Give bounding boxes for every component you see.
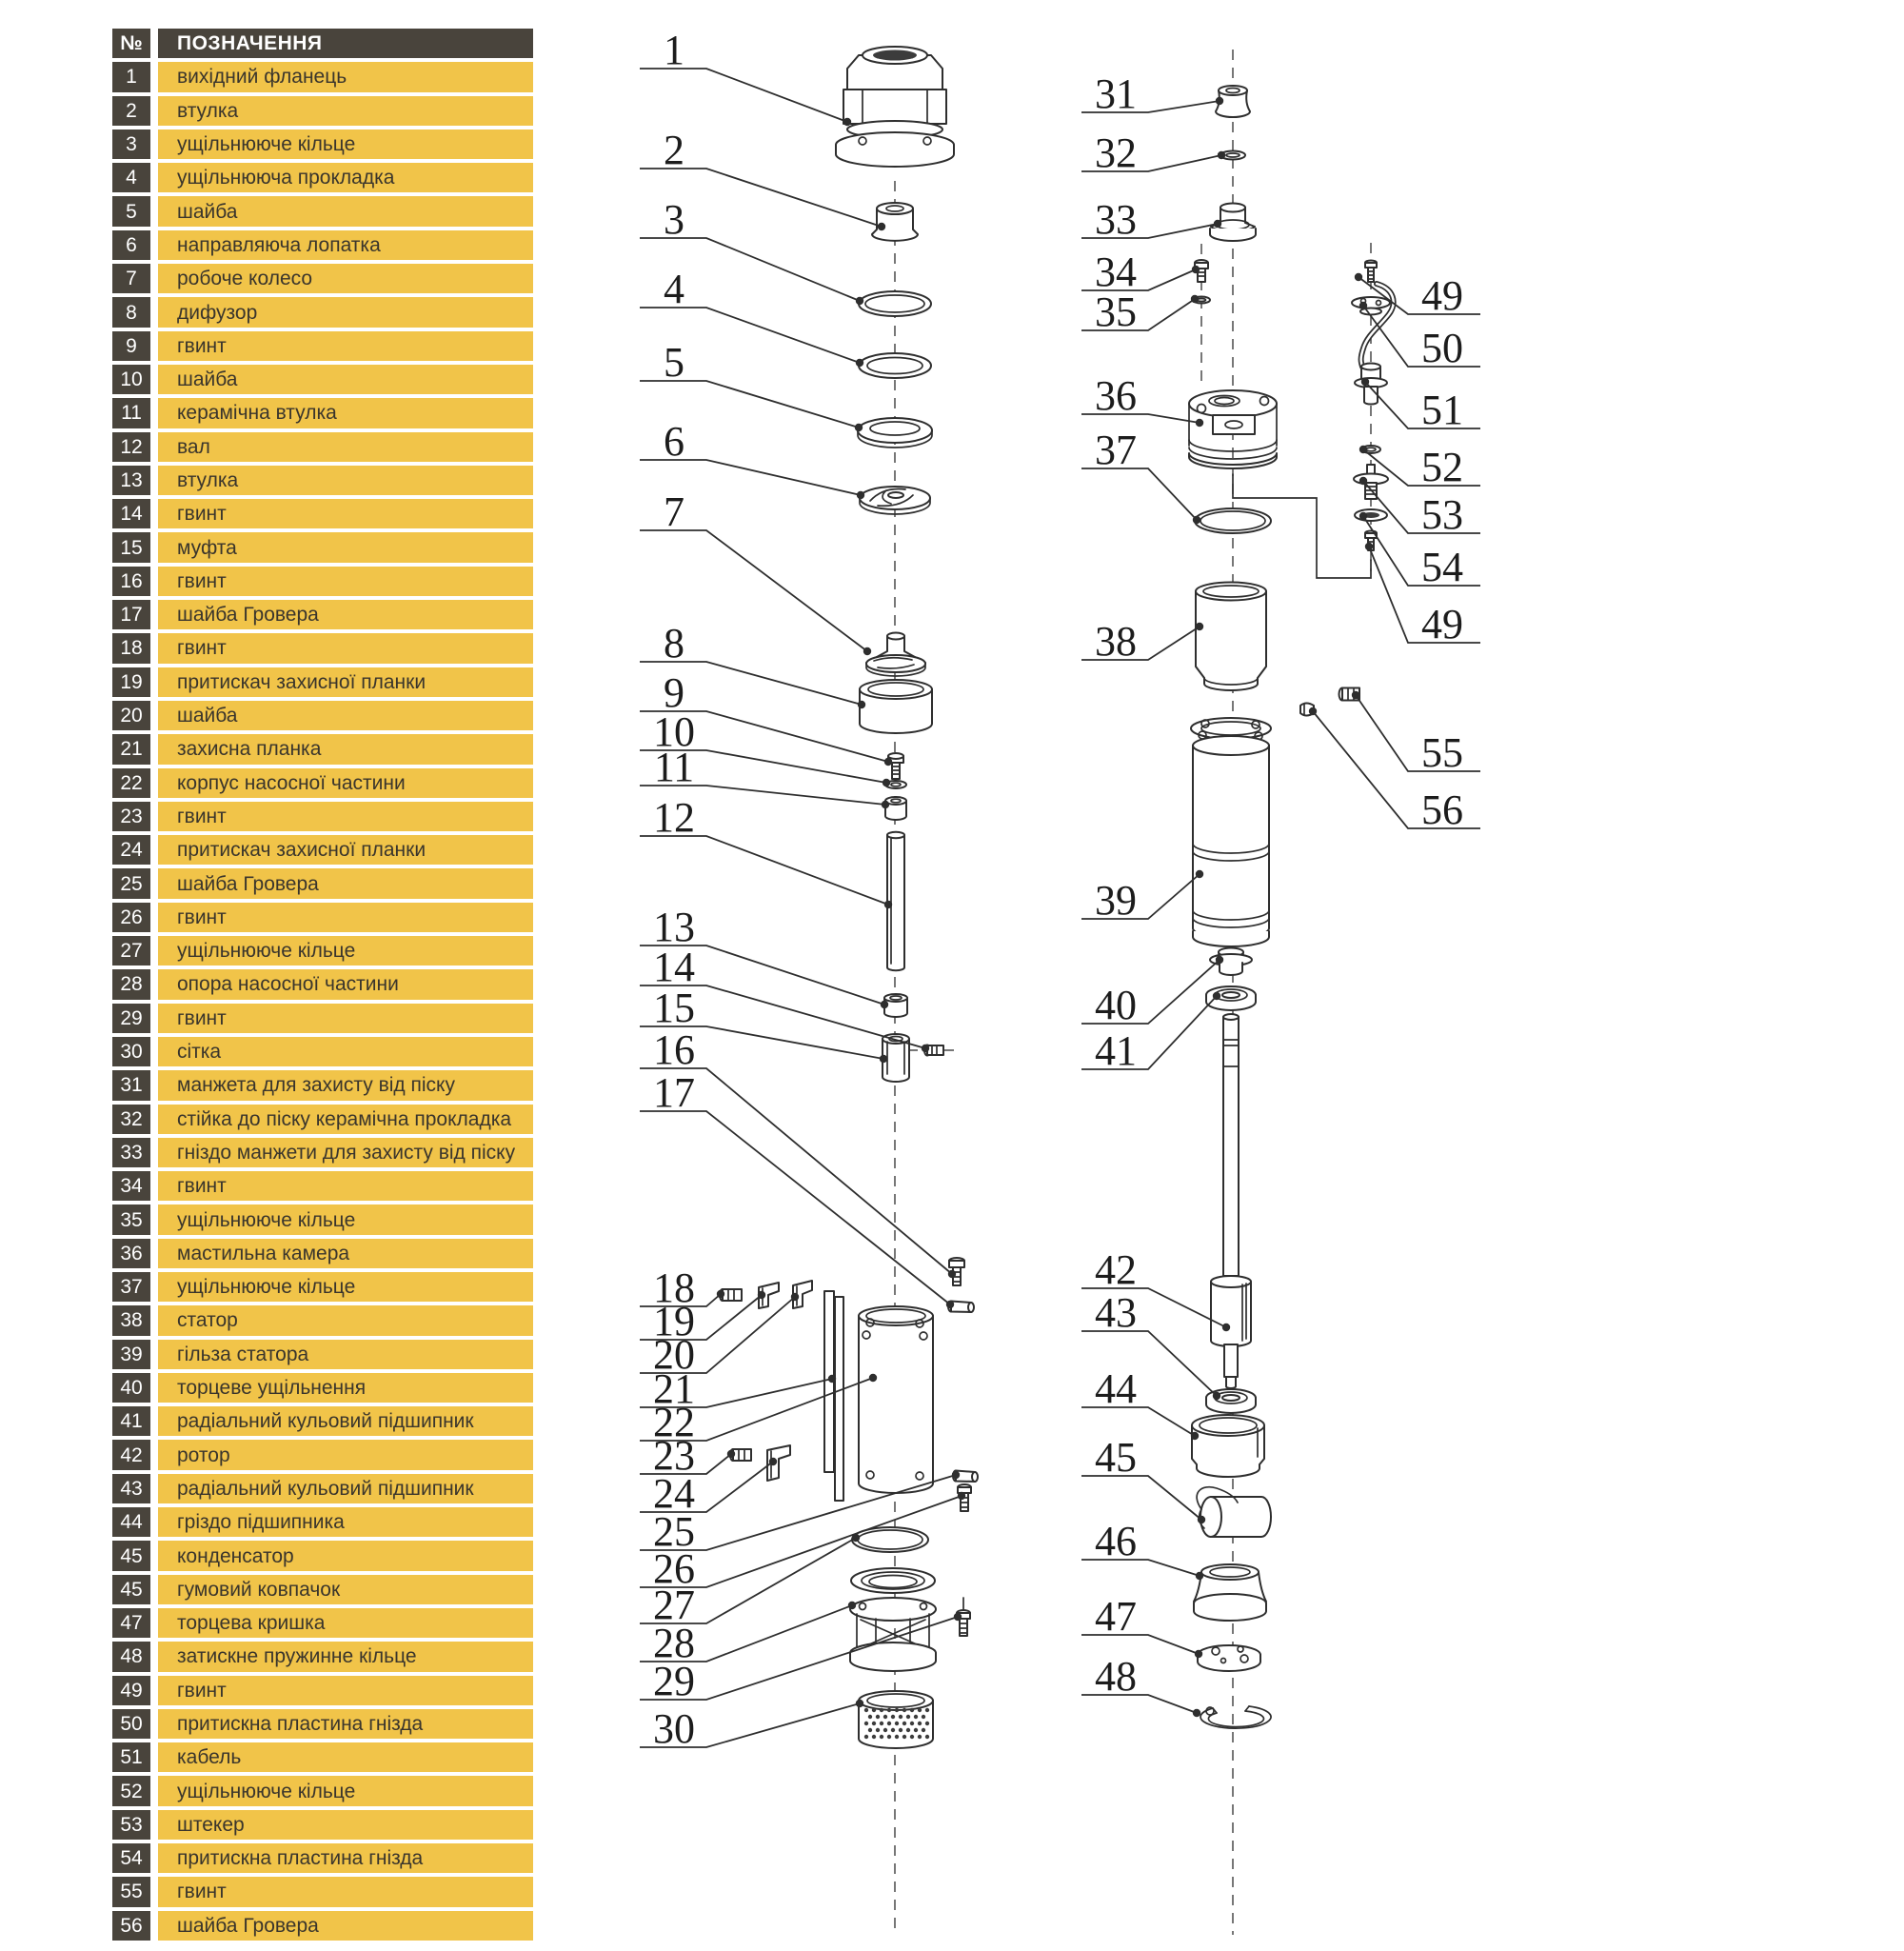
row-name: направляюча лопатка (158, 230, 533, 260)
row-name: шайба Гровера (158, 1911, 533, 1941)
callout-number: 56 (1421, 786, 1463, 833)
row-name: керамічна втулка (158, 398, 533, 428)
row-number: 50 (112, 1709, 150, 1739)
callout-dot (1359, 446, 1367, 453)
callout-number: 33 (1095, 196, 1137, 243)
callout-leader (1081, 468, 1197, 520)
row-number: 27 (112, 936, 150, 966)
callout-number: 13 (653, 904, 695, 950)
part-plug-53 (1354, 465, 1388, 499)
row-number: 43 (112, 1474, 150, 1503)
callout-number: 26 (653, 1545, 695, 1592)
row-number: 32 (112, 1105, 150, 1134)
row-number: 26 (112, 903, 150, 932)
callout-dot (717, 1290, 724, 1298)
callout-number: 45 (1095, 1434, 1137, 1481)
callout-number: 53 (1421, 491, 1463, 538)
row-number: 38 (112, 1305, 150, 1335)
part-guide-vane-6 (860, 487, 930, 514)
row-number: 29 (112, 1004, 150, 1033)
callout-number: 47 (1095, 1593, 1137, 1640)
row-number: 4 (112, 163, 150, 192)
callout-number: 17 (653, 1069, 695, 1116)
callout-dot (857, 491, 864, 499)
callout-dot (1191, 295, 1199, 303)
callout-dot (1222, 1324, 1230, 1331)
row-name: гвинт (158, 633, 533, 663)
callout-number: 38 (1095, 618, 1137, 665)
callout-number: 21 (653, 1365, 695, 1412)
row-name: ущільнююче кільце (158, 129, 533, 159)
row-number: 17 (112, 600, 150, 629)
callout-dot (882, 801, 889, 808)
callout-dot (1192, 266, 1200, 273)
callout-number: 52 (1421, 444, 1463, 490)
row-name: притискна пластина гнізда (158, 1843, 533, 1873)
callout-dot (1193, 516, 1200, 524)
row-number: 24 (112, 835, 150, 865)
row-number: 23 (112, 802, 150, 831)
row-name: притискач захисної планки (158, 667, 533, 697)
row-number: 40 (112, 1373, 150, 1403)
row-name: радіальний кульовий підшипник (158, 1406, 533, 1436)
callout-number: 55 (1421, 729, 1463, 776)
row-number: 10 (112, 365, 150, 394)
row-number: 2 (112, 96, 150, 126)
row-number: 47 (112, 1608, 150, 1638)
callout-number: 19 (653, 1298, 695, 1344)
part-gasket-4 (859, 353, 931, 378)
callout-number: 42 (1095, 1246, 1137, 1293)
row-number: 44 (112, 1507, 150, 1537)
part-screw-9 (888, 753, 903, 779)
callout-number: 20 (653, 1331, 695, 1378)
part-retaining-ring-48 (1200, 1706, 1271, 1728)
part-stator-38 (1196, 583, 1266, 691)
row-name: радіальний кульовий підшипник (158, 1474, 533, 1503)
row-name: притискна пластина гнізда (158, 1709, 533, 1739)
row-name: шайба (158, 365, 533, 394)
callout-dot (758, 1291, 765, 1299)
callout-dot (1196, 419, 1203, 427)
callout-number: 32 (1095, 129, 1137, 176)
callout-number: 28 (653, 1620, 695, 1666)
row-name: манжета для захисту від піску (158, 1070, 533, 1100)
row-name: втулка (158, 466, 533, 495)
part-pump-body-22 (859, 1306, 933, 1493)
callout-dot (1216, 956, 1223, 964)
callout-dot (1195, 1650, 1202, 1658)
callout-dot (727, 1450, 735, 1458)
callout-number: 27 (653, 1582, 695, 1628)
callout-dot (1359, 512, 1367, 520)
part-socket-plate-50 (1352, 297, 1390, 315)
row-name: гніздо манжети для захисту від піску (158, 1138, 533, 1167)
callout-number: 24 (653, 1470, 695, 1517)
row-number: 18 (112, 633, 150, 663)
callout-number: 3 (664, 196, 684, 243)
callout-number: 44 (1095, 1365, 1137, 1412)
callout-dot (856, 1700, 863, 1707)
row-name: гріздо підшипника (158, 1507, 533, 1537)
row-name: статор (158, 1305, 533, 1335)
callout-number: 6 (664, 418, 684, 465)
callout-number: 5 (664, 339, 684, 386)
row-name: штекер (158, 1810, 533, 1840)
callout-dot (946, 1301, 954, 1308)
row-name: торцева кришка (158, 1608, 533, 1638)
row-number: 33 (112, 1138, 150, 1167)
callout-dot (1196, 623, 1203, 630)
part-diffuser-8 (860, 680, 932, 733)
row-number: 53 (112, 1810, 150, 1840)
row-number: 30 (112, 1037, 150, 1066)
callout-dot (1355, 273, 1362, 281)
callout-dot (1216, 97, 1223, 105)
callout-dot (856, 359, 863, 367)
row-number: 45 (112, 1541, 150, 1570)
row-name: шайба Гровера (158, 600, 533, 629)
row-number: 22 (112, 768, 150, 798)
callout-number: 43 (1095, 1289, 1137, 1336)
callout-dot (1359, 477, 1367, 485)
callout-dot (952, 1471, 960, 1479)
callout-number: 16 (653, 1026, 695, 1073)
row-name: затискне пружинне кільце (158, 1642, 533, 1671)
callout-number: 46 (1095, 1518, 1137, 1564)
callout-leader (640, 836, 888, 905)
callout-dot (1361, 378, 1369, 386)
callout-dot (884, 901, 892, 908)
row-name: торцеве ущільнення (158, 1373, 533, 1403)
row-number: 14 (112, 499, 150, 528)
row-number: 54 (112, 1843, 150, 1873)
row-name: робоче колесо (158, 264, 533, 293)
callout-dot (769, 1458, 777, 1465)
row-number: 16 (112, 567, 150, 596)
row-number: 1 (112, 62, 150, 91)
row-number: 52 (112, 1776, 150, 1805)
callout-dot (1359, 302, 1367, 309)
callout-dot (883, 779, 890, 786)
row-number: 11 (112, 398, 150, 428)
row-number: 56 (112, 1911, 150, 1941)
callout-number: 50 (1421, 325, 1463, 371)
row-name: вихідний фланець (158, 62, 533, 91)
callout-number: 15 (653, 985, 695, 1031)
row-number: 6 (112, 230, 150, 260)
callout-dot (828, 1375, 836, 1383)
row-number: 13 (112, 466, 150, 495)
callout-dot (852, 1534, 860, 1542)
row-number: 7 (112, 264, 150, 293)
part-impeller-7 (866, 633, 925, 677)
callout-dot (881, 1001, 888, 1008)
callout-number: 51 (1421, 387, 1463, 433)
callout-number: 25 (653, 1508, 695, 1555)
callout-dot (1214, 220, 1221, 228)
callout-number: 1 (664, 27, 684, 73)
part-rotor-42 (1211, 1014, 1251, 1388)
row-name: мастильна камера (158, 1239, 533, 1268)
row-name: гвинт (158, 1877, 533, 1906)
callout-dot (884, 758, 892, 766)
row-name: вал (158, 432, 533, 462)
callout-dot (858, 701, 865, 708)
row-name: сітка (158, 1037, 533, 1066)
row-name: гвинт (158, 1171, 533, 1201)
row-name: гвинт (158, 499, 533, 528)
part-screw-49-top (1365, 261, 1377, 283)
callout-dot (1196, 1572, 1203, 1580)
callout-number: 54 (1421, 544, 1463, 590)
row-name: гвинт (158, 1004, 533, 1033)
row-name: ущільнююче кільце (158, 1204, 533, 1234)
callout-dot (855, 424, 863, 431)
part-o-ring-37 (1195, 508, 1271, 533)
callout-number: 2 (664, 127, 684, 173)
callout-number: 29 (653, 1658, 695, 1704)
callout-dot (1352, 691, 1359, 699)
callout-dot (948, 1270, 956, 1278)
row-name: притискач захисної планки (158, 835, 533, 865)
row-number: 51 (112, 1742, 150, 1772)
row-name: шайба Гровера (158, 868, 533, 898)
row-number: 35 (112, 1204, 150, 1234)
callout-dot (922, 1045, 929, 1052)
callout-number: 18 (653, 1264, 695, 1311)
row-name: шайба (158, 701, 533, 730)
callout-dot (863, 647, 871, 655)
part-bushing-2 (872, 203, 918, 241)
row-number: 45 (112, 1575, 150, 1604)
callout-number: 4 (664, 266, 684, 312)
row-name: опора насосної частини (158, 969, 533, 999)
callout-leader (1081, 1476, 1201, 1520)
callout-number: 14 (653, 944, 695, 990)
callout-dot (880, 1055, 887, 1063)
callout-dot (791, 1293, 799, 1301)
callout-number: 10 (653, 708, 695, 755)
part-rubber-cap-46 (1194, 1564, 1266, 1621)
callout-number: 23 (653, 1432, 695, 1479)
callout-dot (1193, 1709, 1200, 1717)
callout-dot (1198, 1516, 1205, 1523)
callout-number: 48 (1095, 1653, 1137, 1700)
row-name: гвинт (158, 1676, 533, 1705)
row-number: 3 (112, 129, 150, 159)
callout-dot (1218, 151, 1225, 159)
callout-dot (869, 1374, 877, 1382)
callout-dot (1309, 707, 1317, 715)
part-end-cover-47 (1198, 1645, 1260, 1671)
callout-dot (848, 1602, 856, 1609)
row-number: 9 (112, 331, 150, 361)
part-stator-sleeve-39 (1191, 718, 1271, 946)
table-header-name: ПОЗНАЧЕННЯ (158, 29, 533, 58)
callouts (640, 27, 1480, 1752)
callout-number: 49 (1421, 272, 1463, 319)
row-number: 55 (112, 1877, 150, 1906)
row-number: 20 (112, 701, 150, 730)
callout-dot (1365, 543, 1373, 550)
row-name: стійка до піску керамічна прокладка (158, 1105, 533, 1134)
row-number: 8 (112, 297, 150, 327)
part-ceramic-bushing-11 (885, 797, 906, 820)
row-name: корпус насосної частини (158, 768, 533, 798)
row-name: втулка (158, 96, 533, 126)
callout-dot (1213, 1392, 1220, 1400)
callout-number: 39 (1095, 877, 1137, 924)
row-name: шайба (158, 196, 533, 226)
row-number: 42 (112, 1440, 150, 1469)
part-capacitor-45 (1197, 1487, 1271, 1537)
row-number: 31 (112, 1070, 150, 1100)
part-bearing-seat-44 (1192, 1415, 1264, 1477)
row-number: 49 (112, 1676, 150, 1705)
row-number: 19 (112, 667, 150, 697)
callout-dot (958, 1492, 965, 1500)
row-name: муфта (158, 532, 533, 562)
callout-number: 11 (653, 744, 695, 790)
callout-number: 37 (1095, 427, 1137, 473)
callout-number: 34 (1095, 249, 1137, 295)
callout-number: 7 (664, 488, 684, 535)
callout-number: 41 (1095, 1027, 1137, 1074)
row-number: 5 (112, 196, 150, 226)
row-name: ротор (158, 1440, 533, 1469)
row-name: гвинт (158, 802, 533, 831)
callout-dot (843, 118, 851, 126)
part-pump-support-28 (850, 1568, 936, 1671)
row-number: 28 (112, 969, 150, 999)
part-outlet-flange (836, 47, 954, 167)
callout-number: 30 (653, 1705, 695, 1752)
callout-number: 12 (653, 794, 695, 841)
callout-number: 35 (1095, 289, 1137, 335)
callout-dot (1196, 870, 1203, 878)
row-name: ущільнююча прокладка (158, 163, 533, 192)
row-name: ущільнююче кільце (158, 1272, 533, 1302)
callout-number: 49 (1421, 601, 1463, 647)
part-o-ring-3 (859, 291, 931, 316)
callout-dot (1213, 992, 1220, 1000)
row-number: 34 (112, 1171, 150, 1201)
row-name: конденсатор (158, 1541, 533, 1570)
row-name: ущільнююче кільце (158, 936, 533, 966)
callout-number: 36 (1095, 372, 1137, 419)
part-washer-5 (858, 418, 932, 448)
row-name: дифузор (158, 297, 533, 327)
row-name: гумовий ковпачок (158, 1575, 533, 1604)
row-number: 36 (112, 1239, 150, 1268)
callout-number: 40 (1095, 982, 1137, 1028)
callout-dot (856, 297, 863, 305)
row-name: гвинт (158, 567, 533, 596)
row-number: 41 (112, 1406, 150, 1436)
row-name: ущільнююче кільце (158, 1776, 533, 1805)
row-name: гільза статора (158, 1340, 533, 1369)
callout-dot (954, 1613, 962, 1621)
row-name: гвинт (158, 903, 533, 932)
callout-number: 31 (1095, 70, 1137, 117)
row-number: 48 (112, 1642, 150, 1671)
row-number: 39 (112, 1340, 150, 1369)
callout-number: 22 (653, 1399, 695, 1445)
callout-number: 9 (664, 669, 684, 716)
callout-dot (1191, 1432, 1199, 1440)
row-number: 12 (112, 432, 150, 462)
row-number: 15 (112, 532, 150, 562)
row-name: гвинт (158, 331, 533, 361)
table-header-number: № (112, 29, 150, 58)
row-number: 25 (112, 868, 150, 898)
callout-leader (640, 69, 847, 122)
callout-number: 8 (664, 620, 684, 667)
row-name: захисна планка (158, 734, 533, 764)
row-name: кабель (158, 1742, 533, 1772)
part-strainer-30 (859, 1691, 933, 1748)
row-number: 37 (112, 1272, 150, 1302)
row-number: 21 (112, 734, 150, 764)
callout-dot (878, 223, 885, 230)
